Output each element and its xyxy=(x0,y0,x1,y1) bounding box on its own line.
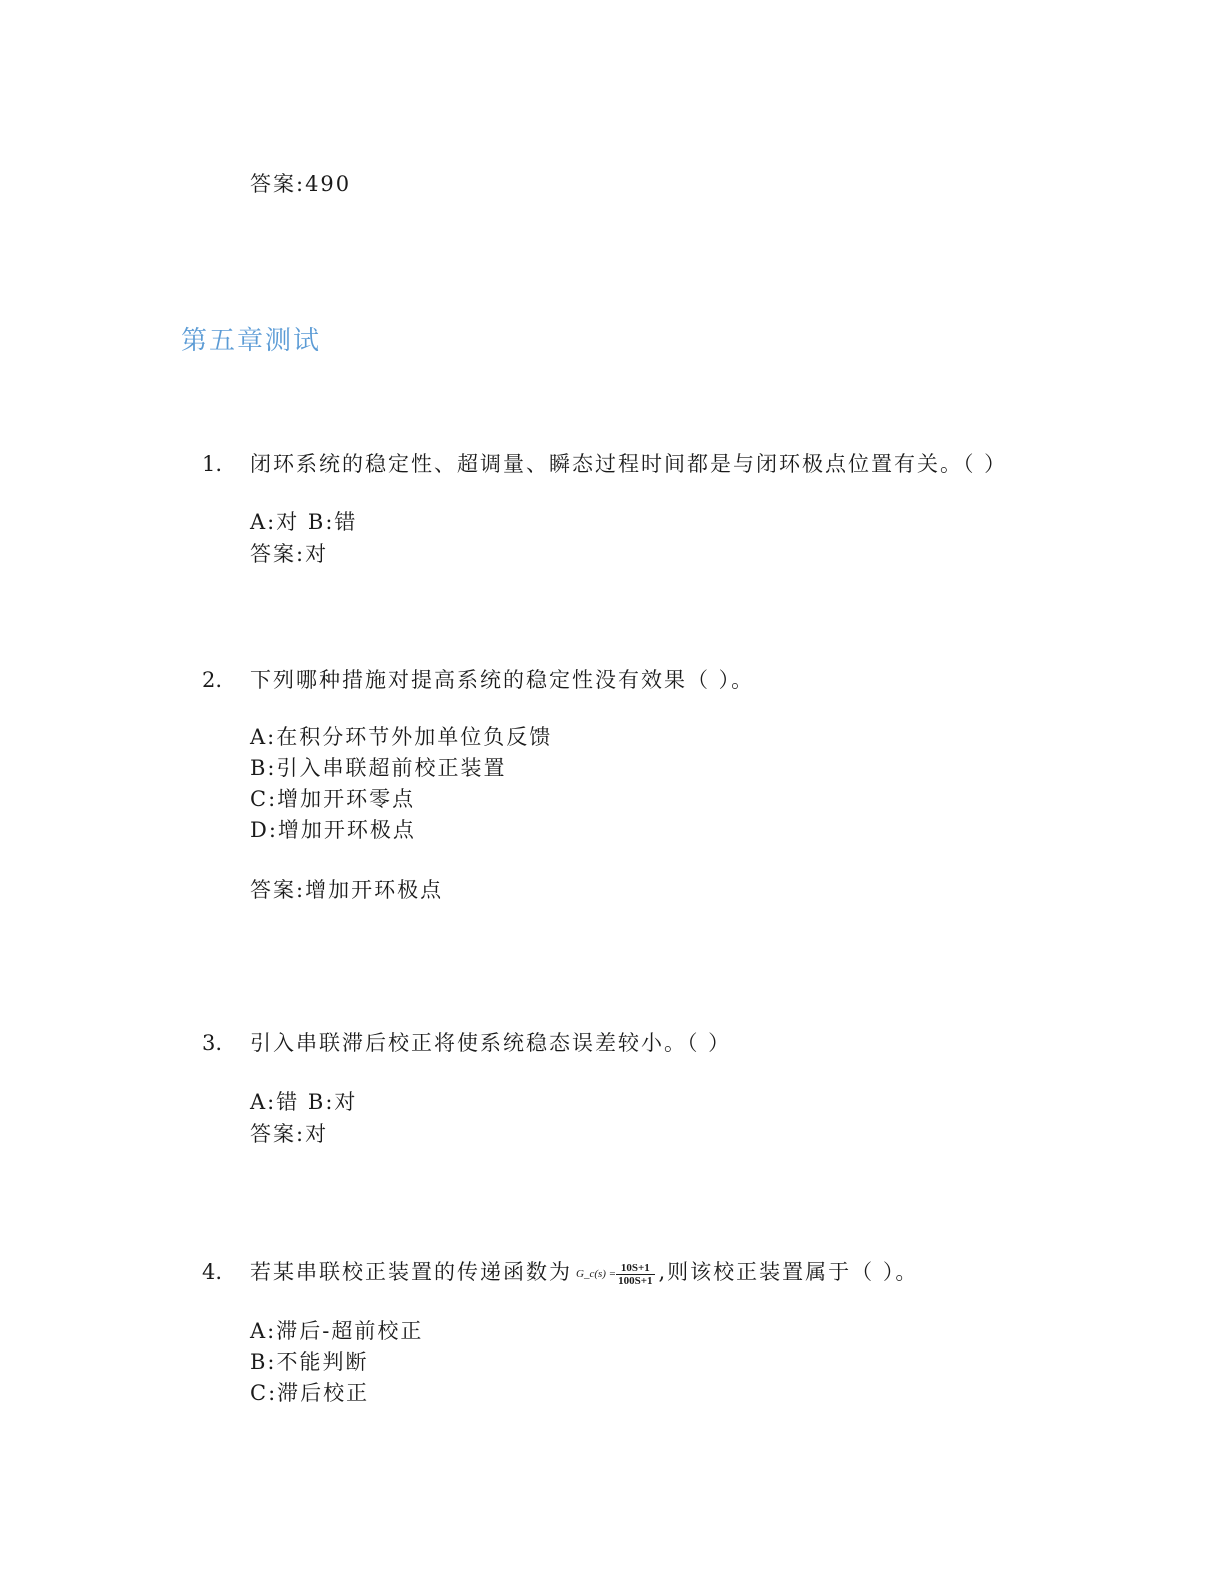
question-4-text-after: ,则该校正装置属于（ ）。 xyxy=(658,1260,919,1284)
question-4-text xyxy=(250,1258,918,1289)
question-2-text: 下列哪种措施对提高系统的稳定性没有效果（ ）。 xyxy=(250,668,755,692)
question-3-options: A:错 B:对 xyxy=(250,1090,358,1114)
question-2-option-c: C:增加开环零点 xyxy=(250,787,416,811)
question-3-text: 引入串联滞后校正将使系统稳态误差较小。（ ） xyxy=(250,1031,732,1055)
question-2-number: 2. xyxy=(202,668,223,692)
previous-answer: 答案:490 xyxy=(250,172,352,196)
question-2-option-d: D:增加开环极点 xyxy=(250,818,416,842)
question-4-option-b: B:不能判断 xyxy=(250,1350,369,1374)
formula-lhs: G_c(s) = xyxy=(576,1268,617,1281)
question-1-text: 闭环系统的稳定性、超调量、瞬态过程时间都是与闭环极点位置有关。（ ） xyxy=(250,452,1008,476)
question-2-option-b: B:引入串联超前校正装置 xyxy=(250,756,507,780)
question-2-answer: 答案:增加开环极点 xyxy=(250,878,444,902)
formula-denominator: 100S+1 xyxy=(618,1275,653,1288)
question-3-number: 3. xyxy=(202,1031,223,1055)
question-1-number: 1. xyxy=(202,452,223,476)
question-1-answer: 答案:对 xyxy=(250,542,329,566)
question-2-option-a: A:在积分环节外加单位负反馈 xyxy=(250,725,553,749)
question-1-options: A:对 B:错 xyxy=(250,510,358,534)
question-4-option-c: C:滞后校正 xyxy=(250,1381,370,1405)
transfer-function-formula xyxy=(576,1258,655,1288)
formula-numerator: 10S+1 xyxy=(616,1262,654,1275)
question-3-answer: 答案:对 xyxy=(250,1122,329,1146)
question-4-text-before: 若某串联校正装置的传递函数为 xyxy=(250,1260,572,1284)
section-title: 第五章测试 xyxy=(181,326,322,356)
question-4-option-a: A:滞后-超前校正 xyxy=(250,1319,424,1343)
question-4-number: 4. xyxy=(202,1260,223,1284)
